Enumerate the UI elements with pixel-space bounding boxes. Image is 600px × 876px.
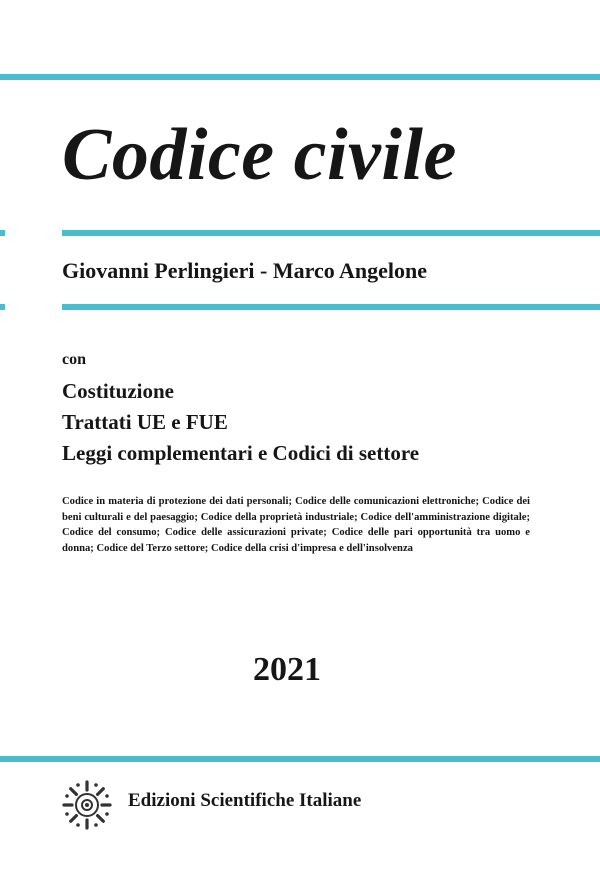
edge-tick-upper xyxy=(0,230,5,236)
publisher-name: Edizioni Scientifiche Italiane xyxy=(128,790,362,811)
authors-divider-rule xyxy=(62,304,600,310)
con-label: con xyxy=(62,351,86,368)
contents-item: Trattati UE e FUE xyxy=(62,410,228,434)
top-accent-rule xyxy=(0,74,600,80)
contents-item: Costituzione xyxy=(62,379,174,403)
publisher-logo-icon xyxy=(62,780,112,830)
bottom-accent-rule xyxy=(0,756,600,762)
codes-description: Codice in materia di protezione dei dati personali; Codice delle comunicazioni elettroniche; Codice dei beni culturali e del paesaggio; Codice della proprietà industriale; Codice dell'amministrazione digitale; Codice del consumo; Codice delle assicurazioni private; Codice delle pari opportunità tra uomo e donna; Codice del Terzo settore; Codice della crisi d'impresa e dell'insolvenza xyxy=(62,496,530,554)
title-divider-rule xyxy=(62,230,600,236)
edition-year: 2021 xyxy=(253,651,321,688)
edge-tick-lower xyxy=(0,304,5,310)
book-authors: Giovanni Perlingieri - Marco Angelone xyxy=(62,258,427,283)
book-title: Codice civile xyxy=(62,114,457,196)
contents-list xyxy=(62,376,419,469)
contents-item: Leggi complementari e Codici di settore xyxy=(62,441,420,465)
